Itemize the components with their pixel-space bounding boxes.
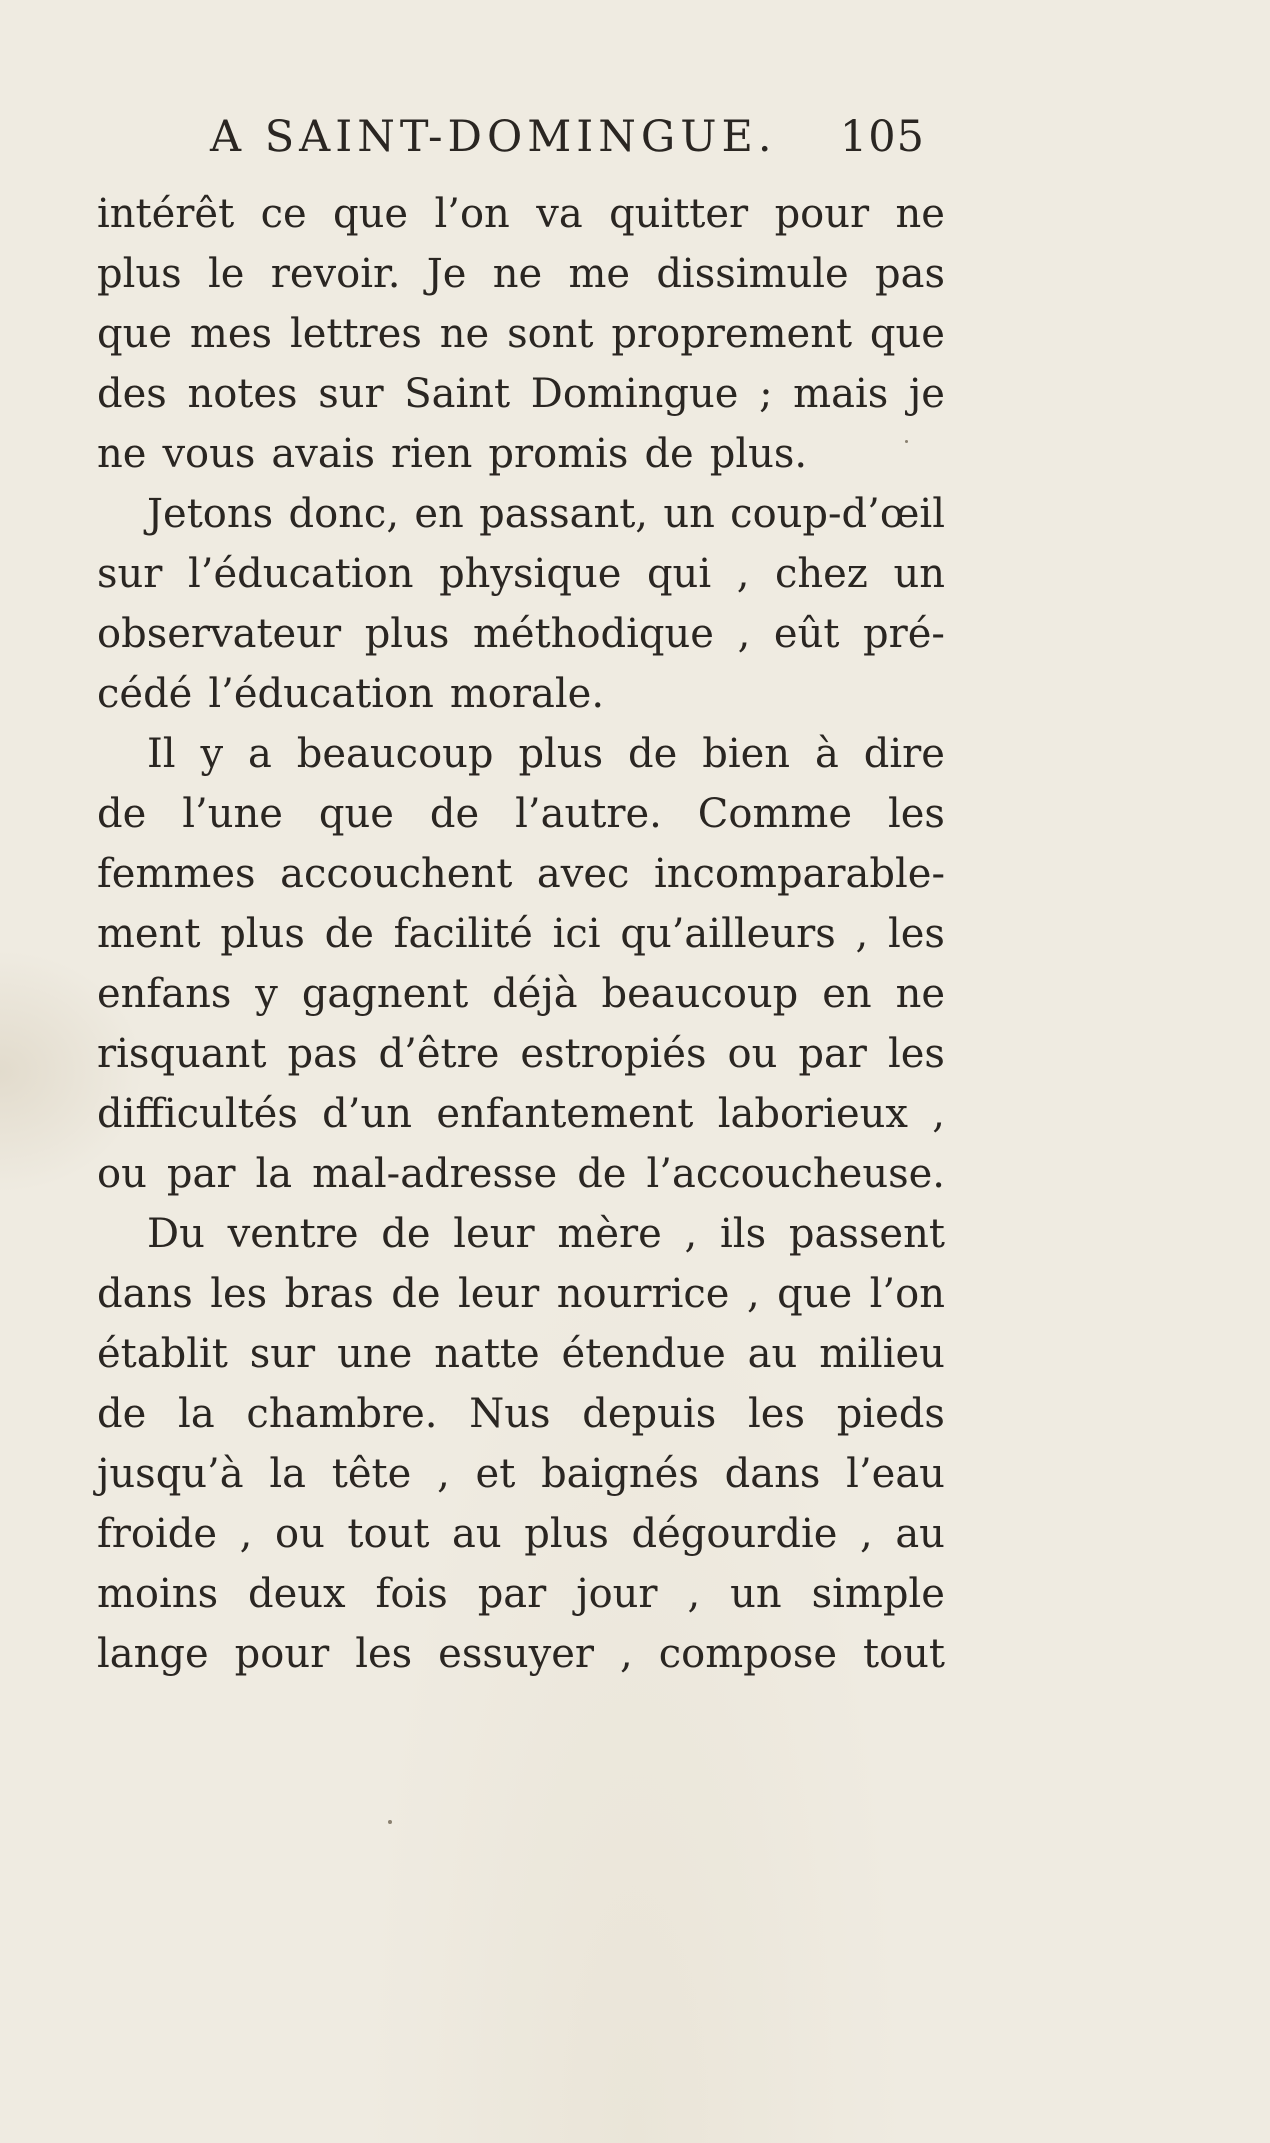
word: ils (720, 1211, 767, 1257)
word: en (822, 971, 872, 1017)
word: mes (189, 311, 273, 357)
word: chez (774, 551, 868, 597)
word: jour (576, 1571, 658, 1617)
word: Jetons (147, 491, 274, 537)
word: baignés (541, 1451, 699, 1497)
word: mère (557, 1211, 662, 1257)
word: de (381, 1211, 431, 1257)
word: étendue (561, 1331, 726, 1377)
word: avais (271, 431, 376, 477)
running-head: A SAINT-DOMINGUE. (210, 112, 777, 162)
text-line (97, 1024, 945, 1084)
word: , (746, 1271, 760, 1317)
word: nourrice (556, 1271, 730, 1317)
text-line (97, 844, 945, 904)
word: l’éducation (187, 551, 414, 597)
word: par (477, 1571, 547, 1617)
word: lange (97, 1631, 209, 1677)
word: par (798, 1031, 867, 1077)
word: plus (524, 1511, 609, 1557)
text-line (97, 244, 945, 304)
word: que (97, 311, 173, 357)
word: laborieux (717, 1091, 908, 1137)
word: sur (97, 551, 163, 597)
word: un (663, 491, 715, 537)
word: la (178, 1391, 215, 1437)
text-line (97, 1264, 945, 1324)
word: , (684, 1211, 698, 1257)
word: passent (788, 1211, 945, 1257)
word: physique (439, 551, 622, 597)
word: promis (488, 431, 629, 477)
word: de (97, 1391, 147, 1437)
word: l’éducation (208, 671, 434, 717)
word: , (736, 551, 750, 597)
word: , (737, 611, 751, 657)
word: au (452, 1511, 502, 1557)
word: méthodique (473, 611, 714, 657)
word: beaucoup (296, 731, 494, 777)
text-line (97, 784, 945, 844)
word: dans (97, 1271, 193, 1317)
word: sur (249, 1331, 316, 1377)
word: Comme (697, 791, 852, 837)
word: ne (439, 311, 490, 357)
word: dire (863, 731, 945, 777)
word: leur (457, 1271, 540, 1317)
word: Domingue (530, 371, 739, 417)
word: enfans (97, 971, 232, 1017)
text-line (97, 424, 945, 484)
word: jusqu’à (97, 1451, 244, 1497)
word: , (437, 1451, 450, 1497)
word: froide (97, 1511, 218, 1557)
word: plus (364, 611, 450, 657)
word: de (628, 731, 678, 777)
word: bras (284, 1271, 374, 1317)
word: donc, (288, 491, 400, 537)
word: plus (518, 731, 604, 777)
word: ou (274, 1511, 325, 1557)
word: lettres (289, 311, 422, 357)
text-line (97, 724, 945, 784)
word: ne (97, 431, 147, 477)
word: , (860, 1511, 873, 1557)
word: coup-d’œil (730, 491, 945, 537)
word: par (166, 1151, 236, 1197)
text-line (97, 604, 945, 664)
text-line (97, 1204, 945, 1264)
word: la (255, 1151, 293, 1197)
word: que (318, 791, 394, 837)
word: fois (375, 1571, 448, 1617)
word: plus (97, 251, 182, 297)
paper-speck (388, 1820, 392, 1824)
word: plus (220, 911, 305, 957)
word: d’un (322, 1091, 413, 1137)
word: pieds (836, 1391, 945, 1437)
word: deux (248, 1571, 346, 1617)
page-number: 105 (839, 112, 925, 162)
text-line (97, 184, 945, 244)
word: bien (702, 731, 791, 777)
word: mais (793, 371, 889, 417)
text-line (97, 364, 945, 424)
word: gagnent (301, 971, 469, 1017)
word: dans (724, 1451, 821, 1497)
word: enfantement (436, 1091, 694, 1137)
word: incomparable- (653, 851, 945, 897)
word: pour (234, 1631, 330, 1677)
word: tout (347, 1511, 430, 1557)
word: , (239, 1511, 253, 1557)
text-line (97, 1504, 945, 1564)
text-line (97, 1144, 945, 1204)
word: difficultés (97, 1091, 298, 1137)
text-line (97, 1564, 945, 1624)
word: facilité (393, 911, 533, 957)
word: dissimule (656, 251, 849, 297)
word: risquant (97, 1031, 267, 1077)
word: Il (147, 731, 176, 777)
word: ne (492, 251, 543, 297)
word: au (895, 1511, 945, 1557)
word: qu’ailleurs (620, 911, 836, 957)
word: accouchent (280, 851, 513, 897)
page-header (210, 112, 925, 172)
word: que (869, 311, 945, 357)
word: ce (260, 191, 307, 237)
word: les (887, 791, 945, 837)
word: des (97, 371, 167, 417)
word: un (893, 551, 945, 597)
word: , (687, 1571, 701, 1617)
word: les (748, 1391, 805, 1437)
word: en (414, 491, 464, 537)
word: une (337, 1331, 413, 1377)
body-text (97, 184, 945, 1684)
word: sont (507, 311, 594, 357)
word: rien (391, 431, 473, 477)
word: pré- (863, 611, 945, 657)
word: cédé (97, 671, 193, 717)
word: ou (97, 1151, 147, 1197)
text-line (97, 664, 945, 724)
word: Je (426, 251, 467, 297)
word: les (210, 1271, 268, 1317)
word: à (814, 731, 839, 777)
text-line (97, 1084, 945, 1144)
word: femmes (97, 851, 256, 897)
word: intérêt (97, 191, 235, 237)
word: dégourdie (631, 1511, 838, 1557)
word: simple (811, 1571, 945, 1617)
word: de (324, 911, 374, 957)
word: l’on (434, 191, 510, 237)
word: au (747, 1331, 798, 1377)
word: que (777, 1271, 853, 1317)
word: la (269, 1451, 307, 1497)
word: avec (536, 851, 630, 897)
word: les (355, 1631, 413, 1677)
word: ici (552, 911, 601, 957)
word: ne (895, 971, 945, 1017)
word: et (475, 1451, 516, 1497)
word: l’eau (846, 1451, 945, 1497)
word: les (887, 911, 945, 957)
word: l’une (182, 791, 283, 837)
word: d’être (378, 1031, 500, 1077)
word: de (429, 791, 480, 837)
word: va (536, 191, 583, 237)
word: moins (97, 1571, 219, 1617)
word: de (644, 431, 694, 477)
word: je (908, 371, 945, 417)
text-line (97, 964, 945, 1024)
text-line (97, 544, 945, 604)
word: observateur (97, 611, 342, 657)
word: chambre. (246, 1391, 438, 1437)
word: tout (863, 1631, 945, 1677)
word: milieu (819, 1331, 945, 1377)
word: Saint (404, 371, 511, 417)
word: quitter (609, 191, 749, 237)
word: ; (759, 371, 773, 417)
word: sur (318, 371, 384, 417)
word: mal-adresse (312, 1151, 558, 1197)
text-line (97, 1324, 945, 1384)
word: établit (97, 1331, 228, 1377)
text-line (97, 484, 945, 544)
word: eût (773, 611, 840, 657)
word: qui (646, 551, 712, 597)
word: l’autre. (515, 791, 662, 837)
word: de (97, 791, 147, 837)
word: de (577, 1151, 627, 1197)
word: l’on (869, 1271, 945, 1317)
word: natte (434, 1331, 540, 1377)
text-line (97, 1444, 945, 1504)
word: que (333, 191, 409, 237)
word: pas (287, 1031, 358, 1077)
text-line (97, 1384, 945, 1444)
word: y (255, 971, 278, 1017)
word: leur (453, 1211, 535, 1257)
word: déjà (492, 971, 578, 1017)
word: ou (727, 1031, 778, 1077)
word: compose (658, 1631, 838, 1677)
word: l’accoucheuse. (646, 1151, 945, 1197)
word: un (730, 1571, 782, 1617)
word: le (207, 251, 245, 297)
word: tête (331, 1451, 412, 1497)
word: , (932, 1091, 945, 1137)
word: me (568, 251, 631, 297)
word: beaucoup (601, 971, 799, 1017)
word: , (620, 1631, 633, 1677)
word: notes (187, 371, 298, 417)
word: depuis (582, 1391, 717, 1437)
word: y (200, 731, 224, 777)
word: essuyer (438, 1631, 595, 1677)
word: ventre (227, 1211, 359, 1257)
word: ment (97, 911, 201, 957)
word: a (248, 731, 272, 777)
word: revoir. (270, 251, 401, 297)
word: les (887, 1031, 945, 1077)
word: , (855, 911, 869, 957)
word: estropiés (520, 1031, 707, 1077)
text-line (97, 904, 945, 964)
paper-speck (905, 440, 908, 443)
word: passant, (479, 491, 649, 537)
text-line (97, 1624, 945, 1684)
word: ne (895, 191, 945, 237)
word: Du (147, 1211, 205, 1257)
word: morale. (449, 671, 605, 717)
word: pour (774, 191, 870, 237)
word: de (391, 1271, 441, 1317)
word: Nus (469, 1391, 551, 1437)
word: vous (162, 431, 256, 477)
word: plus. (709, 431, 808, 477)
word: proprement (611, 311, 853, 357)
word: pas (875, 251, 945, 297)
text-line (97, 304, 945, 364)
